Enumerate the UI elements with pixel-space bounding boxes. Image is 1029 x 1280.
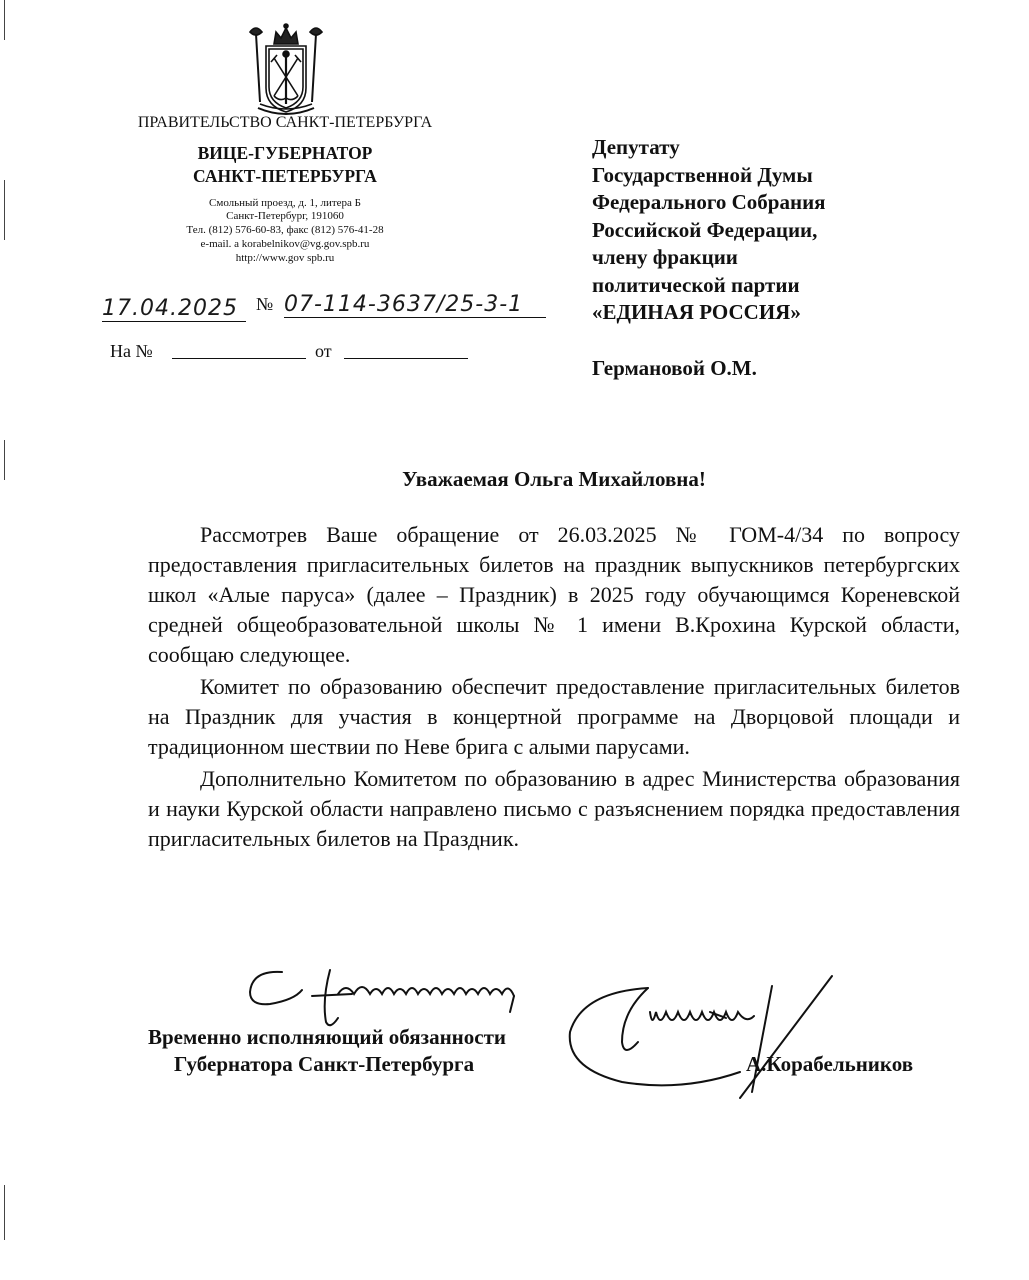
position-title-line2: САНКТ-ПЕТЕРБУРГА [193, 166, 377, 186]
outgoing-date: 17.04.2025 [102, 296, 246, 322]
handwritten-signature [562, 972, 842, 1102]
scan-edge-mark [4, 440, 5, 480]
website: http://www.gov spb.ru [235, 252, 335, 264]
address-line2: Санкт-Петербург, 191060 [226, 210, 344, 222]
address-line1: Смольный проезд, д. 1, литера Б [209, 197, 361, 209]
ref-date-blank [344, 358, 468, 359]
position-title-line1: ВИЦЕ-ГУБЕРНАТОР [197, 143, 373, 163]
recipient-block [592, 134, 892, 327]
phone-fax: Тел. (812) 576-60-83, факс (812) 576-41-28 [186, 224, 384, 236]
recipient-line: «ЕДИНАЯ РОССИЯ» [592, 300, 801, 324]
scan-edge-mark [4, 180, 5, 240]
recipient-line: Федерального Собрания [592, 190, 826, 214]
signer-title-line2: Губернатора Санкт-Петербурга [174, 1052, 475, 1076]
body-paragraph-2: Комитет по образованию обеспечит предоставление пригласительных билетов на Праздник для участия в концертной программе на Дворцовой площади и традиционном шествии по Неве брига с алыми парусами. [148, 674, 960, 759]
ref-number-blank [172, 358, 306, 359]
signer-title-line1: Временно исполняющий обязанности [148, 1025, 507, 1049]
scan-edge-mark [4, 0, 5, 40]
recipient-line: Российской Федерации, [592, 217, 818, 242]
salutation: Уважаемая Ольга Михайловна! [402, 467, 706, 491]
body-paragraph-1: Рассмотрев Ваше обращение от 26.03.2025 № ГОМ-4/34 по вопросу предоставления пригласительных билетов на праздник выпускников петербургских школ «Алые паруса» (далее – Праздник) в 2025 году обучающимся Кореневской средней общеобразовательной школы № 1 имени В.Крохина Курской области, сообщаю следующее. [148, 522, 960, 667]
coat-of-arms-emblem [238, 22, 334, 118]
recipient-line: политической партии [592, 272, 800, 297]
handwritten-closing [242, 960, 542, 1030]
scan-edge-mark [4, 1185, 5, 1240]
signer-name: А.Корабельников [746, 1052, 914, 1076]
recipient-line: члену фракции [592, 245, 738, 269]
letter-body [148, 520, 960, 854]
outgoing-number: 07-114-3637/25-3-1 [284, 292, 546, 318]
government-name: ПРАВИТЕЛЬСТВО САНКТ-ПЕТЕРБУРГА [137, 114, 433, 131]
recipient-line: Депутату [592, 135, 680, 159]
ref-from-label: от [315, 341, 332, 361]
number-sign: № [256, 294, 274, 314]
email: e-mail. a korabelnikov@vg.gov.spb.ru [200, 238, 370, 250]
recipient-line: Государственной Думы [592, 162, 813, 187]
ref-number-label: На № [110, 341, 153, 361]
body-paragraph-3: Дополнительно Комитетом по образованию в адрес Министерства образования и науки Курской области направлено письмо с разъяснением порядка предоставления пригласительных билетов на Праздник. [148, 766, 960, 851]
recipient-name: Германовой О.М. [592, 356, 757, 380]
